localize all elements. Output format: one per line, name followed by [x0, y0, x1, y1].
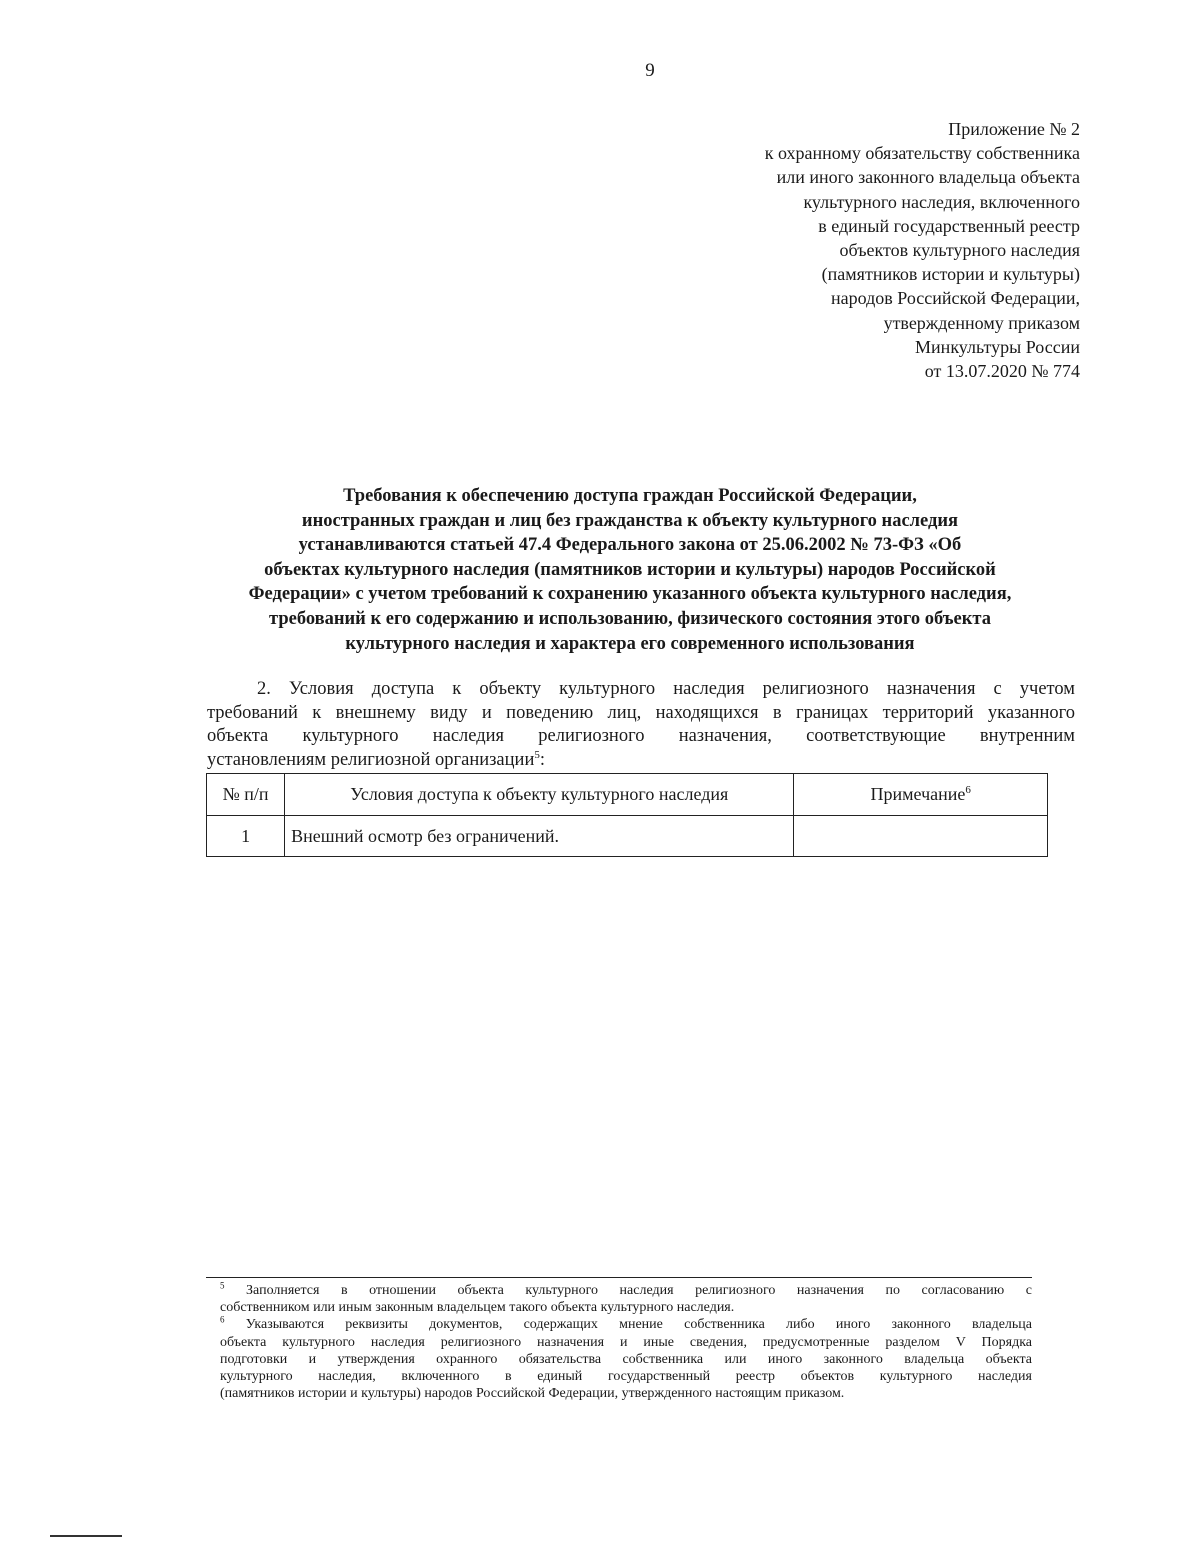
table-row — [207, 816, 1048, 857]
heading-line: требований к его содержанию и использованию, физического состояния этого объекта — [269, 608, 991, 629]
footnote-6-line — [220, 1316, 1032, 1333]
footnote-separator — [206, 1277, 1032, 1278]
heading-line: Федерации» с учетом требований к сохранению указанного объекта культурного наследия, — [248, 584, 1012, 605]
access-conditions-table — [206, 773, 1048, 857]
table-header-row — [207, 774, 1048, 816]
header-num: № п/п — [207, 774, 285, 816]
paragraph-line: объекта культурного наследия религиозного назначения, соответствующие внутренним — [207, 726, 1075, 746]
heading-line: устанавливаются статьей 47.4 Федерального закона от 25.06.2002 № 73-ФЗ «Об — [298, 535, 962, 556]
paragraph-line-last — [207, 749, 1075, 773]
paragraph-end: : — [539, 749, 545, 770]
appendix-line: (памятников истории и культуры) — [821, 264, 1080, 285]
header-note-label: Примечание — [870, 784, 966, 804]
footnote-6-mark: 6 — [220, 1314, 225, 1325]
row-conditions: Внешний осмотр без ограничений. — [285, 816, 794, 857]
appendix-line: народов Российской Федерации, — [831, 288, 1080, 309]
appendix-line: Минкультуры России — [915, 336, 1080, 357]
appendix-line: к охранному обязательству собственника — [764, 143, 1080, 164]
heading-line: иностранных граждан и лиц без гражданства к объекту культурного наследия — [301, 510, 959, 531]
appendix-line: утвержденному приказом — [883, 312, 1080, 333]
footnote-6-line: (памятников истории и культуры) народов Российской Федерации, утвержденного настоящим приказом. — [220, 1386, 845, 1402]
paragraph-line: 2. Условия доступа к объекту культурного наследия религиозного назначения с учетом — [257, 679, 1075, 699]
footnotes — [220, 1282, 1032, 1402]
footnote-5-line — [220, 1282, 1032, 1299]
footnote-5-line: собственником или иным законным владельцем такого объекта культурного наследия. — [220, 1300, 735, 1316]
footnote-6-line: объекта культурного наследия религиозного назначения и иные сведения, предусмотренные разделом V Порядка — [220, 1334, 1032, 1350]
heading-line: культурного наследия и характера его современного использования — [345, 633, 915, 654]
header-note — [794, 774, 1048, 816]
page-number: 9 — [645, 60, 655, 81]
heading-line: объектах культурного наследия (памятников истории и культуры) народов Российской — [264, 559, 996, 580]
footnote-ref-6[interactable]: 6 — [965, 784, 971, 796]
paragraph-line: установлениям религиозной организации — [207, 749, 535, 770]
appendix-line: от 13.07.2020 № 774 — [924, 361, 1080, 382]
footnote-6-text: Указываются реквизиты документов, содержащих мнение собственника либо иного законного владельца — [245, 1317, 1033, 1333]
appendix-line: или иного законного владельца объекта — [776, 167, 1080, 188]
heading-line: Требования к обеспечению доступа граждан Российской Федерации, — [343, 486, 917, 506]
footnote-5-text: Заполняется в отношении объекта культурного наследия религиозного назначения по согласованию с — [246, 1283, 1032, 1298]
header-conditions: Условия доступа к объекту культурного наследия — [285, 774, 794, 816]
document-heading — [200, 484, 1060, 656]
footnote-ref-5[interactable]: 5 — [534, 748, 540, 761]
scan-corner-mark — [50, 1535, 122, 1537]
appendix-line: в единый государственный реестр — [818, 215, 1080, 236]
row-note — [794, 816, 1048, 857]
footnote-6-line: подготовки и утверждения охранного обязательства собственника или иного законного владельца объекта — [220, 1351, 1032, 1367]
appendix-line: объектов культурного наследия — [839, 240, 1080, 261]
clause-2-paragraph — [207, 678, 1075, 772]
footnote-5-mark: 5 — [220, 1280, 225, 1291]
row-num: 1 — [207, 816, 285, 857]
appendix-reference — [765, 117, 1080, 383]
appendix-line: Приложение № 2 — [948, 119, 1080, 139]
appendix-line: культурного наследия, включенного — [803, 191, 1080, 212]
paragraph-line: требований к внешнему виду и поведению лиц, находящихся в границах территорий указанного — [207, 702, 1075, 723]
footnote-6-line: культурного наследия, включенного в единый государственный реестр объектов культурного наследия — [220, 1369, 1032, 1385]
